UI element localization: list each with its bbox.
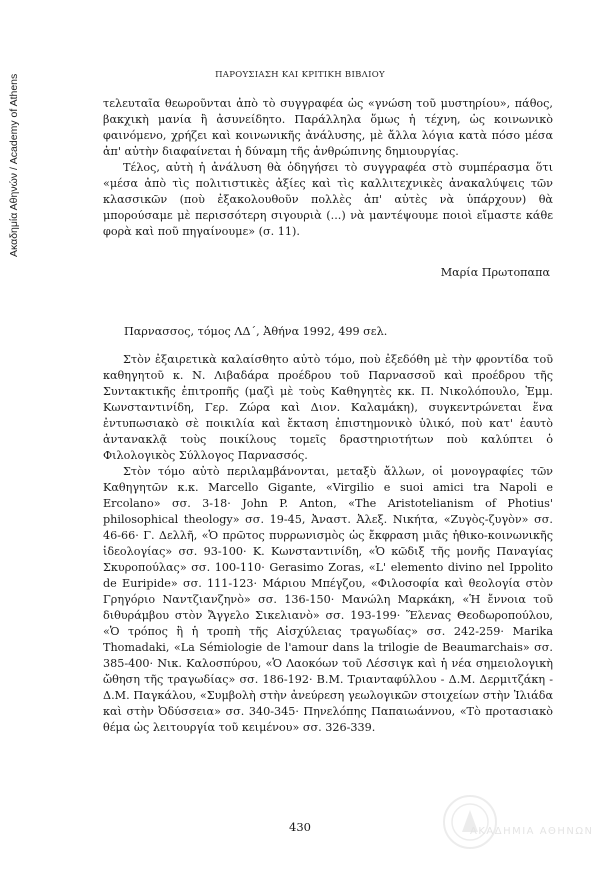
archive-side-label: Ακαδημία Αθηνών / Academy of Athens: [8, 73, 20, 257]
running-head: ΠΑΡΟΥΣΙΑΣΗ ΚΑΙ ΚΡΙΤΙΚΗ ΒΙΒΛΙΟΥ: [215, 70, 385, 80]
review-2-heading: Παρνασσος, τόμος ΛΔ΄, Ἀθήνα 1992, 499 σελ.: [124, 325, 388, 338]
review-1-signature: Μαρία Πρωτοπαπα: [440, 266, 550, 279]
review-1-body: [103, 96, 553, 240]
review-1-paragraph-2: Τέλος, αὐτὴ ἡ ἀνάλυση θὰ ὁδηγήσει τὸ συγγραφέα στὸ συμπέρασμα ὅτι «μέσα ἀπὸ τὶς πολιτιστικὲς ἀξίες καὶ τὶς καλλιτεχνικὲς ἀνακαλύψεις τῶν κλασσικῶν (ποὺ ἐξακολουθοῦν πολλὲς ἀπ' αὐτὲς νὰ ὑπάρχουν) θὰ μπορούσαμε μὲ περισσότερη σιγουριὰ (...) νὰ μαντέψουμε ποιοὶ εἴμαστε κάθε φορὰ καὶ ποῦ πηγαίνουμε» (σ. 11).: [103, 161, 553, 238]
review-1-paragraph-1: τελευταῖα θεωροῦνται ἀπὸ τὸ συγγραφέα ὡς «γνώση τοῦ μυστηρίου», πάθος, βακχικὴ μανία ἢ ἀσυνείδητο. Παράλληλα ὅμως ἡ τέχνη, ὡς κοινωνικὸ φαινόμενο, χρήζει καὶ κοινωνικῆς ἀνάλυσης, μὲ ἄλλα λόγια κατὰ πόσο μέσα ἀπ' αὐτὴν διαφαίνεται ἡ δύναμη τῆς ἀνθρώπινης δημιουργίας.: [103, 97, 553, 158]
academy-watermark: ΑΚΑΔΗΜΙΑ ΑΘΗΝΩΝ: [470, 826, 594, 837]
review-2-paragraph-2: Στὸν τόμο αὐτὸ περιλαμβάνονται, μεταξὺ ἄλλων, οἱ μονογραφίες τῶν Καθηγητῶν κ.κ. Marcello Gigante, «Virgilio e suoi amici tra Napoli e Ercolano» σσ. 3-18· John P. Anton, «The Aristotelianism of Photius' philosophical theology» σσ. 19-45, Ἀναστ. Ἀλεξ. Νικήτα, «Ζυγὸς-ζυγὸν» σσ. 46-66· Γ. Δελλῆ, «Ὁ πρῶτος πυρρωνισμὸς ὡς ἔκφραση μιᾶς ἠθικο-κοινωνικῆς ἰδεολογίας» σσ. 93-100· Κ. Κωνσταντινίδη, «Ὁ κῶδιξ τῆς μονῆς Παναγίας Σκυροπούλας» σσ. 100-110· Gerasimo Zoras, «L' elemento divino nel Ippolito de Euripide» σσ. 111-123· Μάριου Μπέγζου, «Φιλοσοφία καὶ θεολογία στὸν Γρηγόριο Ναντζιανζηνὸ» σσ. 136-150· Μανώλη Μαρκάκη, «Ἡ ἔννοια τοῦ διθυράμβου στὸν Ἄγγελο Σικελιανὸ» σσ. 193-199· Ἕλενας Θεοδωροπούλου, «Ὁ τρόπος ἢ ἡ τροπὴ τῆς Αἰσχύλειας τραγωδίας» σσ. 242-259· Marika Thomadaki, «La Sémiologie de l'amour dans la trilogie de Beaumarchais» σσ. 385-400· Νικ. Καλοσπύρου, «Ὁ Λαοκόων τοῦ Λέσσιγκ καὶ ἡ νέα σημειολογικὴ ὤθηση τῆς τραγωδίας» σσ. 186-192· Β.Μ. Τριανταφύλλου - Δ.Μ. Δερμιτζάκη - Δ.Μ. Παγκάλου, «Συμβολὴ στὴν ἀνεύρεση γεωλογικῶν στοιχείων στὴν Ἰλιάδα καὶ στὴν Ὀδύσσεια» σσ. 340-345· Πηνελόπης Παπαιωάννου, «Τὸ προτασιακὸ θέμα ὡς λειτουργία τοῦ κειμένου» σσ. 326-339.: [103, 465, 553, 734]
academy-seal-watermark-icon: [440, 792, 500, 852]
review-2-paragraph-1: Στὸν ἐξαιρετικὰ καλαίσθητο αὐτὸ τόμο, ποὺ ἐξεδόθη μὲ τὴν φροντίδα τοῦ καθηγητοῦ κ. Ν. Λιβαδάρα προέδρου τοῦ Παρνασσοῦ καὶ προέδρου τῆς Συντακτικῆς ἐπιτροπῆς (μαζὶ μὲ τοὺς Καθηγητὲς κκ. Π. Νικολόπουλο, Ἐμμ. Κωνσταντινίδη, Γερ. Ζώρα καὶ Διον. Καλαμάκη), συγκεντρώνεται ἕνα ἐντυπωσιακὸ σὲ ποικιλία καὶ ἔκταση ἐπιστημονικὸ ὑλικό, ποὺ κατ' ἑαυτὸ ἀντανακλᾷ τοὺς ποικίλους τομεῖς δραστηριοτήτων ποὺ καλύπτει ὁ Φιλολογικὸς Σύλλογος Παρνασσός.: [103, 353, 553, 462]
page-number: 430: [289, 820, 311, 834]
review-2-body: [103, 352, 553, 736]
